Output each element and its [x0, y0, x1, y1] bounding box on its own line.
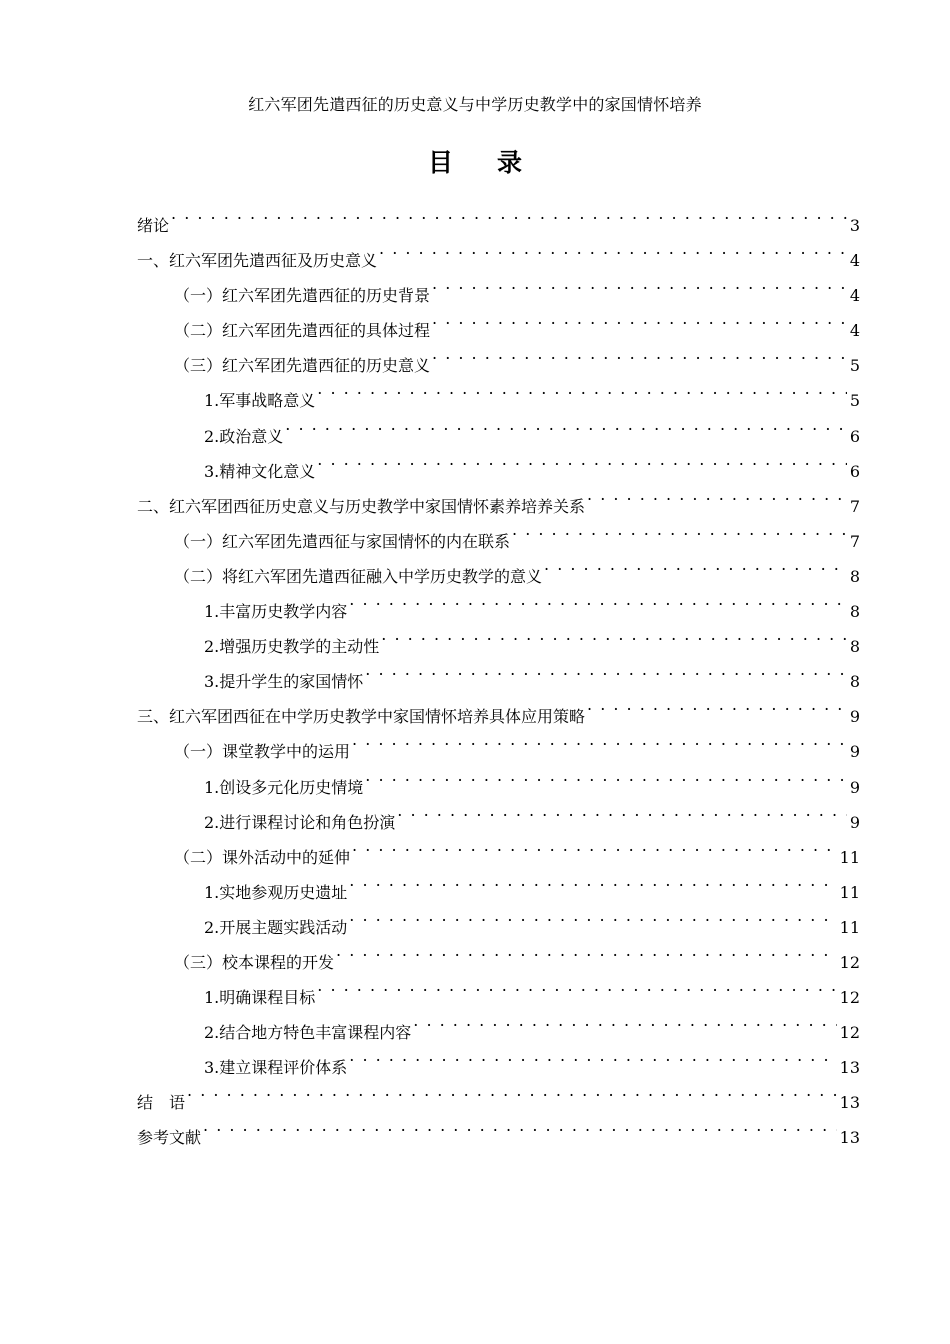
toc-entry[interactable] [137, 231, 860, 271]
toc-entry-title: 3.精神文化意义 [204, 461, 316, 481]
toc-page-number: 9 [849, 742, 860, 762]
toc-entry-title: （一）课堂教学中的运用 [174, 742, 351, 762]
toc-dot-leader [352, 722, 847, 757]
toc-entry-title: （一）红六军团先遣西征与家国情怀的内在联系 [174, 531, 511, 551]
toc-page-number: 12 [839, 988, 860, 1008]
toc-entry-title: 2.政治意义 [204, 426, 284, 446]
toc-dot-leader [381, 617, 847, 652]
toc-dot-leader [365, 652, 847, 687]
toc-page-number: 5 [849, 356, 860, 376]
toc-page-number: 4 [849, 251, 860, 271]
toc-page-number: 12 [839, 952, 860, 972]
toc-entry-title: 2.进行课程讨论和角色扮演 [204, 812, 396, 832]
toc-dot-leader [203, 1108, 837, 1143]
toc-page-number: 12 [839, 1023, 860, 1043]
toc-dot-leader [349, 582, 847, 617]
toc-page-number: 13 [839, 1058, 860, 1078]
toc-entry-title: 2.开展主题实践活动 [204, 917, 348, 937]
toc-dot-leader [413, 1003, 836, 1038]
toc-entry-title: 绪论 [137, 216, 170, 235]
toc-dot-leader [352, 828, 837, 863]
toc-page-number: 11 [839, 917, 860, 937]
toc-dot-leader [512, 512, 847, 547]
toc-entry-title: 2.结合地方特色丰富课程内容 [204, 1023, 412, 1043]
toc-dot-leader [397, 793, 847, 828]
toc-page-number: 13 [839, 1128, 860, 1148]
toc-dot-leader [432, 301, 847, 336]
toc-dot-leader [317, 371, 847, 406]
toc-entry-title: （一）红六军团先遣西征的历史背景 [174, 286, 431, 306]
toc-dot-leader [349, 898, 836, 933]
toc-entry-title: 结 语 [137, 1093, 186, 1113]
toc-dot-leader [349, 1038, 836, 1073]
table-of-contents [137, 196, 860, 1148]
toc-entry-title: （二）红六军团先遣西征的具体过程 [174, 321, 431, 341]
toc-page-number: 8 [849, 672, 860, 692]
toc-page-number: 3 [849, 216, 860, 235]
toc-page-number: 11 [839, 847, 860, 867]
toc-page-number: 8 [849, 602, 860, 622]
toc-entry-title: 1.实地参观历史遗址 [204, 882, 348, 902]
toc-page-number: 8 [849, 566, 860, 586]
toc-dot-leader [432, 336, 847, 371]
toc-page-number: 9 [849, 707, 860, 727]
toc-page-number: 9 [849, 777, 860, 797]
toc-entry[interactable] [137, 196, 860, 235]
toc-page-number: 6 [849, 461, 860, 481]
toc-entry-title: （二）课外活动中的延伸 [174, 847, 351, 867]
toc-page-number: 9 [849, 812, 860, 832]
toc-page-number: 6 [849, 426, 860, 446]
toc-entry-title: 一、红六军团先遣西征及历史意义 [137, 251, 378, 271]
toc-entry-title: 1.军事战略意义 [204, 391, 316, 411]
toc-page-number: 5 [849, 391, 860, 411]
toc-dot-leader [365, 758, 847, 793]
toc-entry-title: 1.明确课程目标 [204, 988, 316, 1008]
toc-dot-leader [336, 933, 837, 968]
toc-dot-leader [544, 547, 847, 582]
toc-dot-leader [587, 477, 847, 512]
toc-entry-title: （三）红六军团先遣西征的历史意义 [174, 356, 431, 376]
toc-dot-leader [587, 687, 847, 722]
toc-entry-title: （二）将红六军团先遣西征融入中学历史教学的意义 [174, 566, 543, 586]
toc-title: 目录 [427, 148, 566, 177]
toc-page-number: 8 [849, 637, 860, 657]
toc-entry-title: 1.创设多元化历史情境 [204, 777, 364, 797]
toc-dot-leader [285, 407, 847, 442]
toc-dot-leader [432, 266, 847, 301]
toc-page-number: 13 [839, 1093, 860, 1113]
toc-page-number: 7 [849, 496, 860, 516]
toc-entry[interactable] [137, 1073, 860, 1113]
toc-entry-title: 3.提升学生的家国情怀 [204, 672, 364, 692]
toc-page-number: 4 [849, 286, 860, 306]
toc-dot-leader [317, 968, 836, 1003]
toc-page-number: 4 [849, 321, 860, 341]
toc-entry-title: 3.建立课程评价体系 [204, 1058, 348, 1078]
toc-dot-leader [187, 1073, 837, 1108]
toc-page-number: 7 [849, 531, 860, 551]
toc-page-number: 11 [839, 882, 860, 902]
toc-entry-title: 三、红六军团西征在中学历史教学中家国情怀培养具体应用策略 [137, 707, 586, 727]
toc-dot-leader [317, 442, 847, 477]
toc-dot-leader [349, 863, 836, 898]
toc-entry-title: 1.丰富历史教学内容 [204, 602, 348, 622]
toc-entry-title: 参考文献 [137, 1128, 202, 1148]
toc-dot-leader [171, 196, 847, 231]
toc-entry-title: 二、红六军团西征历史意义与历史教学中家国情怀素养培养关系 [137, 496, 586, 516]
toc-entry-title: 2.增强历史教学的主动性 [204, 637, 380, 657]
toc-dot-leader [379, 231, 847, 266]
toc-entry-title: （三）校本课程的开发 [174, 952, 335, 972]
toc-entry[interactable] [137, 1108, 860, 1148]
running-header: 红六军团先遣西征的历史意义与中学历史教学中的家国情怀培养 [248, 95, 702, 114]
